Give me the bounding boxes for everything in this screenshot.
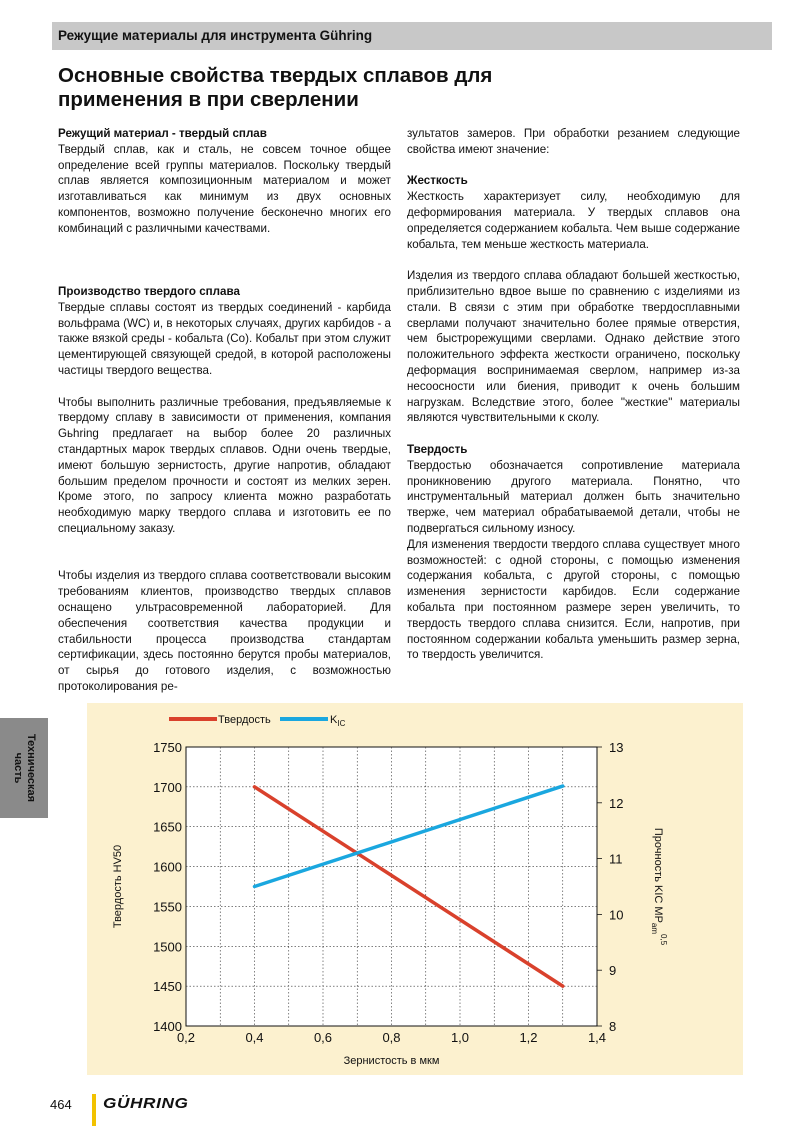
page-title: Основные свойства твердых сплавов для применения в при сверлении — [58, 64, 493, 111]
legend-label-hardness: Твердость — [218, 714, 271, 726]
y2-tick-label: 12 — [609, 795, 624, 811]
y2-axis-label — [650, 828, 668, 946]
hardness-toughness-chart — [87, 703, 743, 1075]
y-tick-label: 1450 — [153, 979, 182, 995]
x-tick-label: 0,6 — [313, 1030, 333, 1045]
y-tick-label: 1400 — [153, 1019, 182, 1034]
x-axis-label: Зернистость в мкм — [343, 1055, 440, 1067]
paragraph-stiffness-2: Изделия из твердого сплава обладают большей жесткостью, приблизительно вдвое выше по сравнению с изделиями из стали. В связи с этим при обработке твердосплавными сверлами получают значительно более прямые отверстия, чем быстрорежущими сверлами. Однако действие этого положительного эффекта жесткости ограничено, поскольку деформация воспринимаемая сверлом, например из-за несоосности или биения, приводит к очень большим нагрузкам. Вследствие этого, более "жесткие" материалы являются чувствительными к сколу. — [407, 269, 740, 425]
paragraph-hardness-2: Для изменения твердости твердого сплава существует много возможностей: с одной стороны, с помощью изменения содержания кобальта, с другой стороны, с помощью изменения зернистости карбидов. Если содержание кобальта при постоянном размере зерен увеличить, то твердость твердого сплава снизится. Если, напротив, при постоянном содержании кобальта уменьшить размер зерна, то твердость увеличится. — [407, 537, 740, 662]
legend-label-kic-main: K — [330, 714, 338, 726]
x-tick-label: 0,4 — [245, 1030, 264, 1045]
y-axis-label: Твердость HV50 — [112, 844, 124, 929]
heading-hardness: Твердость — [407, 442, 468, 456]
y-tick-label: 1550 — [153, 899, 182, 915]
right-column — [407, 126, 740, 663]
paragraph-cutting-material: Твердый сплав, как и сталь, не совсем точное общее определение всей группы материалов. Поскольку твердый сплав является композиционным материалом и может изготавливаться как минимум из двух основных компонентов, возможно получение бесконечно многих его комбинаций с различными качествами. — [58, 142, 391, 235]
heading-cutting-material: Режущий материал - твердый сплав — [58, 127, 267, 140]
y2-tick-label: 8 — [609, 1019, 617, 1034]
y-tick-label: 1600 — [153, 859, 182, 875]
y2-axis-label-sub: am — [650, 922, 659, 935]
legend-label-kic — [330, 714, 346, 728]
section-title: Режущие материалы для инструмента Gühring — [58, 28, 373, 43]
y-tick-label: 1650 — [153, 819, 182, 835]
y2-tick-label: 9 — [609, 963, 617, 979]
side-tab-label: Техническая часть — [12, 733, 37, 803]
y-tick-label: 1500 — [153, 939, 182, 955]
heading-production: Производство твердого сплава — [58, 284, 240, 298]
x-tick-label: 1,4 — [587, 1030, 607, 1045]
plot-area — [186, 747, 597, 1026]
paragraph-production-3: Чтобы изделия из твердого сплава соответствовали высоким требованиям клиентов, производство твердых сплавов оснащено ультрасовременной лабораторией. Для обеспечения соответствия качества продукции и стабильности процесса производства стандартам сертификации, здесь постоянно берутся пробы материалов, от сырья до готового изделия, с возможностью протоколирования ре- — [58, 569, 391, 693]
paragraph-production-1: Твердые сплавы состоят из твердых соединений - карбида вольфрама (WC) и, в некоторых случаях, других карбидов - а также вязкой среды - кобальта (Co). Кобальт при этом служит цементирующей связующей средой, в которой расположены частицы твердого вещества. — [58, 300, 391, 377]
paragraph-stiffness-1: Жесткость характеризует силу, необходимую для деформирования материала. У твердых сплавов она определяется содержанием кобальта. Чем выше содержание кобальта, тем меньше жесткость материала. — [407, 190, 740, 251]
x-tick-label: 1,0 — [450, 1030, 470, 1045]
legend-label-kic-sub: IC — [337, 719, 346, 728]
y-tick-label: 1750 — [153, 740, 182, 755]
y2-tick-label: 11 — [609, 851, 623, 867]
y2-tick-label: 10 — [609, 907, 624, 923]
x-tick-label: 1,2 — [519, 1030, 538, 1045]
y2-axis-label-sup: 0,5 — [659, 934, 668, 946]
y2-tick-label: 13 — [609, 740, 624, 755]
heading-stiffness: Жесткость — [407, 174, 468, 188]
x-tick-label: 0,8 — [382, 1030, 401, 1045]
left-column — [58, 126, 391, 695]
section-header-bar — [52, 22, 772, 50]
x-tick-label: 0,2 — [176, 1030, 196, 1045]
paragraph-hardness-1: Твердостью обозначается сопротивление материала проникновению другого материала. Понятно, что инструментальный материал должен быть значительно тверже, чем материал обрабатываемой детали, чтобы не подвергаться сильному износу. — [407, 458, 740, 535]
page-number: 464 — [50, 1097, 72, 1112]
y2-axis-label-main: Прочность KIC MP — [652, 827, 664, 923]
guhring-logo: GÜHRING — [103, 1095, 189, 1112]
footer-accent-bar — [92, 1094, 96, 1126]
side-tab-technical-section — [0, 718, 48, 818]
paragraph-production-2: Чтобы выполнить различные требования, предъявляемые к твердому сплаву в зависимости от применения, компания Gьhring предлагает на выбор более 20 различных стандартных марок твердых сплавов. Одни очень твердые, имеют большую зернистость, другие напротив, обладают большим пределом прочности и состоят из мелких зерен. Кроме этого, по запросу клиента можно разработать необходимую марку твердого сплава и изготовить ее по специальному заказу. — [58, 395, 391, 535]
y-tick-label: 1700 — [153, 779, 182, 795]
paragraph-properties-intro: зультатов замеров. При обработки резанием следующие свойства имеют значение: — [407, 127, 740, 156]
chart-panel — [87, 703, 743, 1075]
